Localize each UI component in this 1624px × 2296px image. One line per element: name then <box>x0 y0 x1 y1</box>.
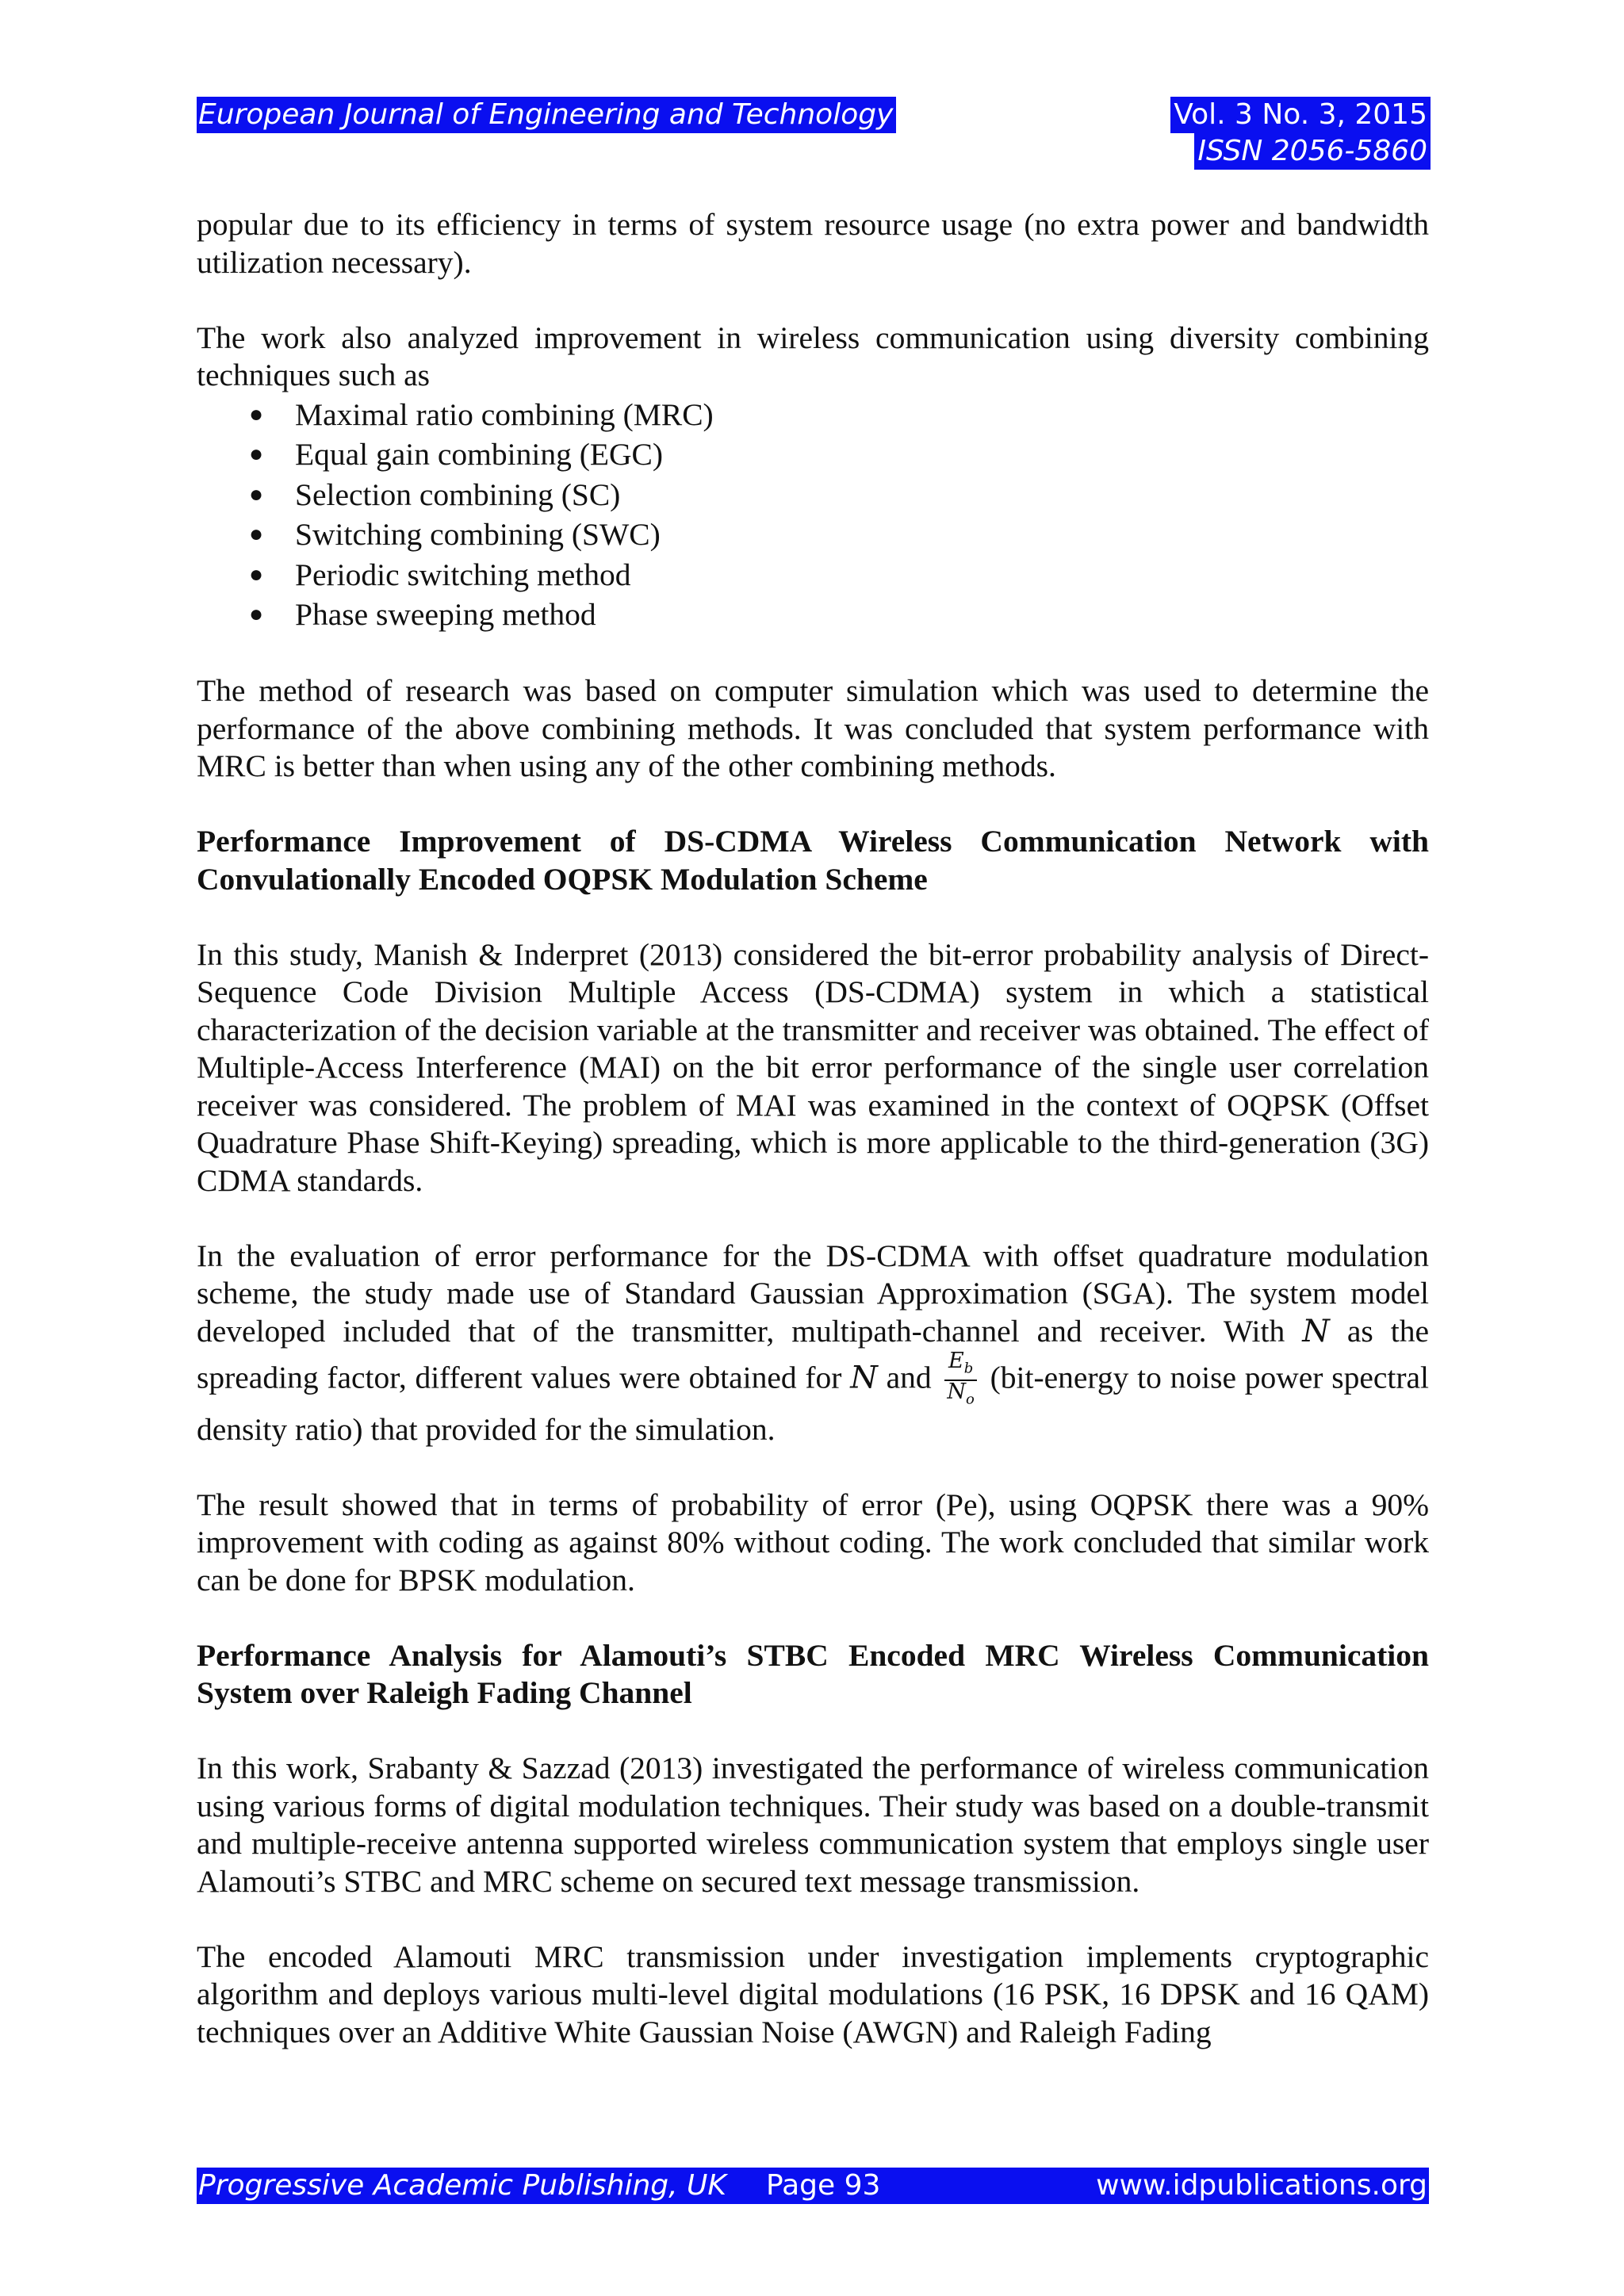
variable-n: N <box>850 1359 878 1396</box>
list-item: ● Equal gain combining (EGC) <box>197 434 1429 475</box>
website-link[interactable]: www.idpublications.org <box>1096 2169 1427 2202</box>
bullet-icon: ● <box>249 441 264 467</box>
page-footer <box>197 2168 1429 2204</box>
bullet-icon: ● <box>249 521 264 547</box>
bullet-icon: ● <box>249 480 264 507</box>
paragraph: The method of research was based on computer simulation which was used to determine the performance of the above combining methods. It was concluded that system performance with MRC is better than when using any of the other combining methods. <box>197 673 1429 783</box>
paragraph: popular due to its efficiency in terms of system resource usage (no extra power and bandwidth utilization necessary). <box>197 207 1429 280</box>
header-issue-info <box>1170 97 1431 170</box>
list-item: ● Phase sweeping method <box>197 595 1429 635</box>
paragraph: The work also analyzed improvement in wireless communication using diversity combining techniques such as <box>197 320 1429 392</box>
paragraph: In the evaluation of error performance for the DS-CDMA with offset quadrature modulation scheme, the study made use of Standard Gaussian Approximation (SGA). The system model developed included that of the transmitter, multipath-channel and receiver. With N as the spreading factor, different values were obtained for N and $\frac{E_b}{N_o}$ (bit-energy to noise power spectral density ratio) that provided for the simulation. <box>197 1238 1430 1447</box>
bullet-icon: ● <box>249 561 264 587</box>
paragraph: In this study, Manish & Inderpret (2013) considered the bit-error probability analysis of Direct-Sequence Code Division Multiple Access (DS-CDMA) system in which a statistical characterization of the decision variable at the transmitter and receiver was obtained. The effect of Multiple-Access Interference (MAI) on the bit error performance of the single user correlation receiver was considered. The problem of MAI was examined in the context of OQPSK (Offset Quadrature Phase Shift-Keying) spreading, which is more applicable to the third-generation (3G) CDMA standards. <box>197 936 1429 1198</box>
article-body <box>197 206 1429 2089</box>
bullet-icon: ● <box>249 400 264 427</box>
section-heading: Performance Analysis for Alamouti’s STBC Encoded MRC Wireless Communication System over Raleigh Fading Channel <box>197 1637 1429 1711</box>
list-item: ● Switching combining (SWC) <box>197 515 1429 555</box>
list-item: ● Maximal ratio combining (MRC) <box>197 395 1429 435</box>
eb-no-fraction: $\frac{E_b}{N_o}$ <box>944 1350 976 1411</box>
issn-label: ISSN 2056-5860 <box>1194 133 1431 170</box>
list-item: ● Periodic switching method <box>197 555 1429 595</box>
paragraph: In this work, Srabanty & Sazzad (2013) investigated the performance of wireless communication using various forms of digital modulation techniques. Their study was based on a double-transmit and multiple-receive antenna supported wireless communication system that employs single user Alamouti’s STBC and MRC scheme on secured text message transmission. <box>197 1751 1429 1899</box>
journal-title: European Journal of Engineering and Technology <box>197 97 896 133</box>
paragraph: The result showed that in terms of probability of error (Pe), using OQPSK there was a 90% improvement with coding as against 80% without coding. The work concluded that similar work can be done for BPSK modulation. <box>197 1487 1429 1598</box>
variable-n: N <box>1302 1312 1330 1349</box>
combining-techniques-list <box>197 395 1429 635</box>
page-number: Page 93 <box>766 2169 881 2202</box>
list-item: ● Selection combining (SC) <box>197 475 1429 515</box>
bullet-icon: ● <box>249 601 264 627</box>
publisher-label: Progressive Academic Publishing, UK <box>198 2169 726 2202</box>
paragraph: The encoded Alamouti MRC transmission under investigation implements cryptographic algorithm and deploys various multi-level digital modulations (16 PSK, 16 DPSK and 16 QAM) techniques over an Additive White Gaussian Noise (AWGN) and Raleigh Fading <box>197 1938 1429 2049</box>
volume-label: Vol. 3 No. 3, 2015 <box>1170 97 1431 133</box>
section-heading: Performance Improvement of DS-CDMA Wireless Communication Network with Convulationally Encoded OQPSK Modulation Scheme <box>197 824 1429 897</box>
